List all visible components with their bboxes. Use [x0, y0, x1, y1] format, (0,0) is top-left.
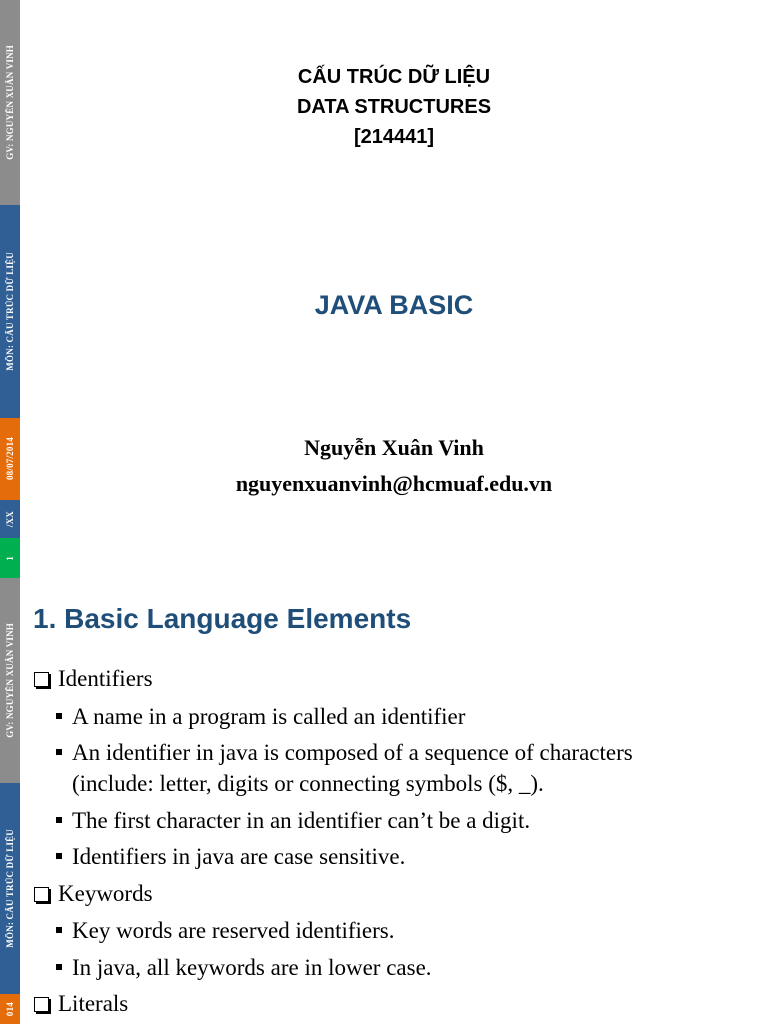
topic-title: JAVA BASIC — [314, 290, 474, 320]
sub-list-item — [56, 805, 530, 836]
checkbox-bullet-icon — [34, 672, 49, 687]
checkbox-bullet-icon — [34, 997, 49, 1012]
sub-list-item — [56, 952, 432, 983]
list-item-literals — [34, 988, 128, 1019]
course-code: [214441] — [353, 126, 435, 148]
sub-list-item — [56, 915, 395, 946]
list-item-label: Identifiers — [58, 666, 153, 691]
list-item-identifiers — [34, 663, 153, 694]
list-item-label: Literals — [58, 991, 129, 1016]
sidebar-course-label: MÔN: CẤU TRÚC DỮ LIỆU — [0, 783, 20, 994]
checkbox-bullet-icon — [34, 887, 49, 902]
author-email: nguyenxuanvinh@hcmuaf.edu.vn — [235, 471, 553, 496]
sub-list-item-text: The first character in an identifier can’t be a digit. — [72, 808, 531, 833]
sidebar-date-label: 014 — [0, 994, 20, 1024]
sub-list-item-text: An identifier in java is composed of a sequence of characters — [72, 740, 633, 765]
sub-list-item-text: Identifiers in java are case sensitive. — [72, 844, 406, 869]
square-bullet-icon — [56, 927, 62, 933]
course-title-en: DATA STRUCTURES — [296, 96, 492, 118]
sidebar-instructor-label: GV: NGUYỄN XUÂN VINH — [0, 578, 20, 783]
course-title-block — [20, 62, 768, 152]
sub-list-item-continuation: (include: letter, digits or connecting symbols ($, _). — [72, 771, 544, 796]
sidebar-course-label: MÔN: CẤU TRÚC DỮ LIỆU — [0, 205, 20, 418]
sub-list-item-text: Key words are reserved identifiers. — [72, 918, 395, 943]
author-block — [20, 430, 768, 502]
list-item-label: Keywords — [58, 881, 153, 906]
sub-list-item — [56, 737, 633, 768]
sidebar-page-number: 1 — [0, 538, 20, 578]
sidebar-instructor-label: GV: NGUYỄN XUÂN VINH — [0, 0, 20, 205]
square-bullet-icon — [56, 964, 62, 970]
section-title: 1. Basic Language Elements — [33, 603, 412, 634]
sub-list-item — [56, 701, 465, 732]
sub-list-item — [56, 841, 405, 872]
sub-list-item-text: In java, all keywords are in lower case. — [72, 955, 432, 980]
sidebar-total-pages: /XX — [0, 500, 20, 538]
square-bullet-icon — [56, 713, 62, 719]
sidebar-date-label: 08/07/2014 — [0, 418, 20, 500]
author-name: Nguyễn Xuân Vinh — [304, 435, 484, 460]
square-bullet-icon — [56, 749, 62, 755]
square-bullet-icon — [56, 817, 62, 823]
sub-list-item-text: A name in a program is called an identifier — [72, 704, 466, 729]
list-item-keywords — [34, 878, 153, 909]
square-bullet-icon — [56, 853, 62, 859]
course-title-vn: CẤU TRÚC DỮ LIỆU — [297, 66, 491, 88]
